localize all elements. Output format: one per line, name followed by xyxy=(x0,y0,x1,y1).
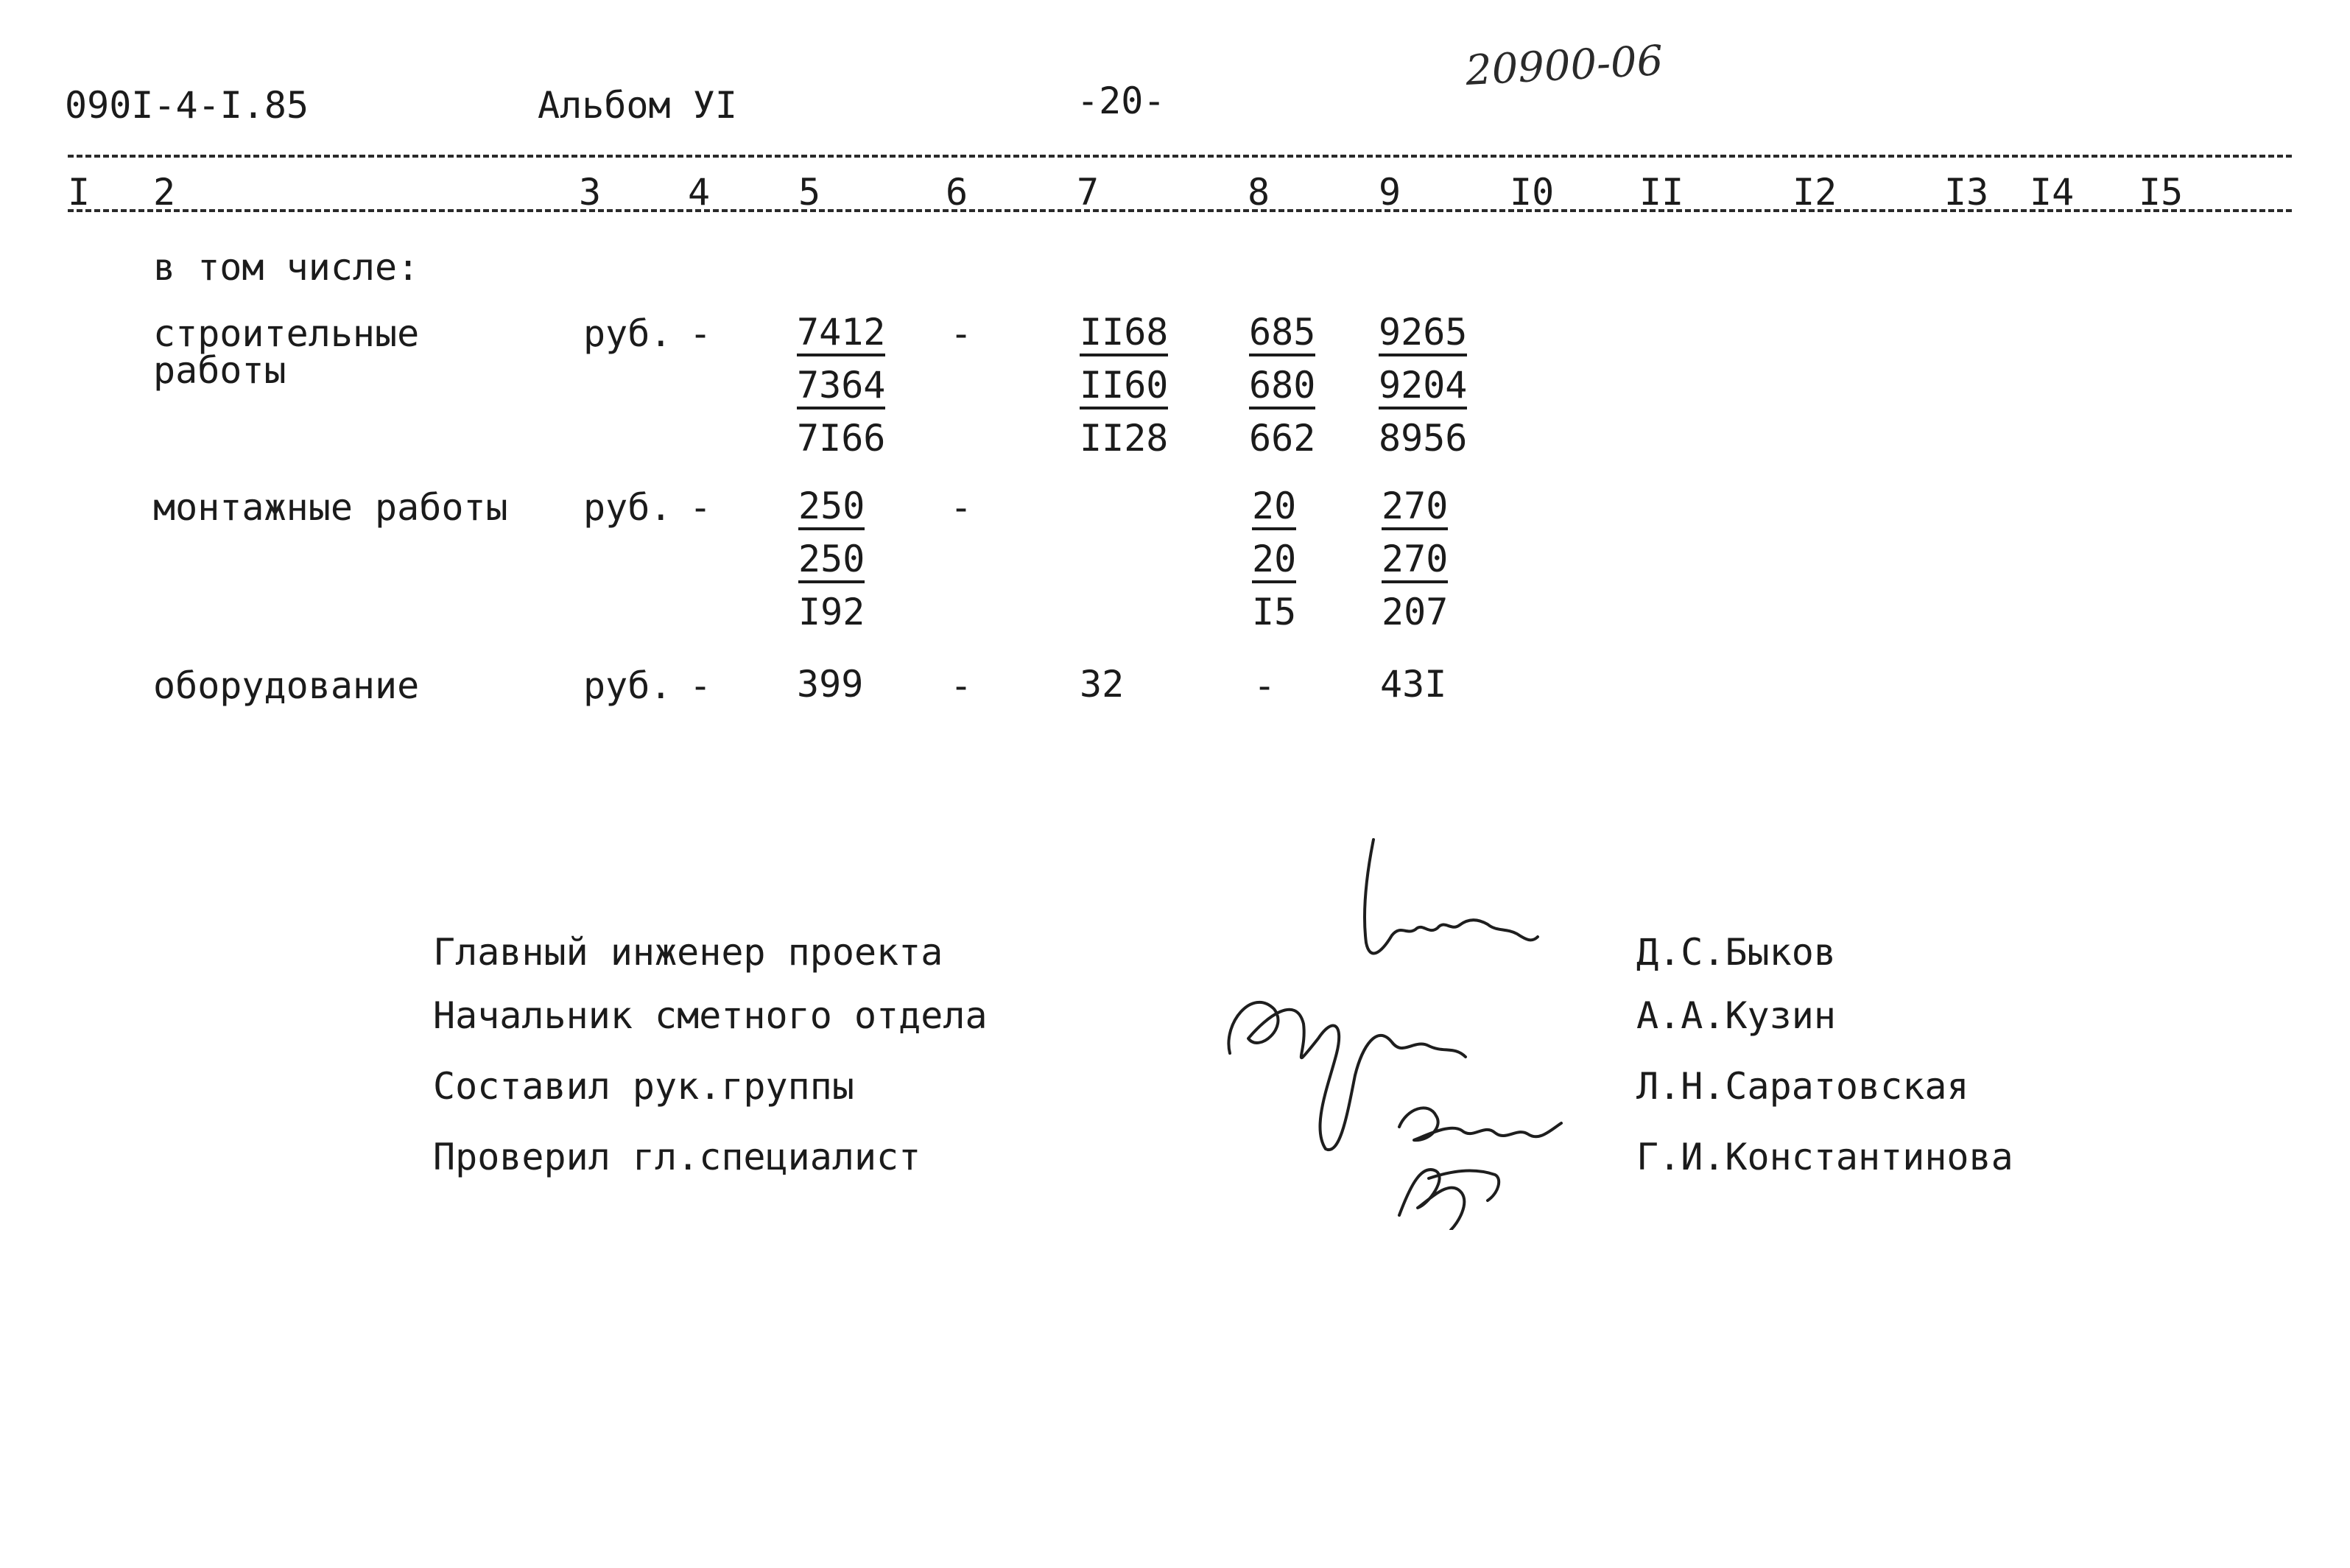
dash-cell: - xyxy=(950,312,973,355)
column-number: 4 xyxy=(688,171,711,214)
row-label: оборудование xyxy=(153,664,420,707)
value-cell: 43I xyxy=(1380,663,1447,706)
column-number: I4 xyxy=(2030,171,2075,214)
column-number: 3 xyxy=(579,171,602,214)
value-cell: 250 xyxy=(798,541,865,583)
column-number: 7 xyxy=(1077,171,1100,214)
column-number: I3 xyxy=(1944,171,1989,214)
value-cell: 680 xyxy=(1249,367,1315,409)
column-number: I xyxy=(68,171,91,214)
dash-cell: - xyxy=(950,664,973,707)
unit-cell: руб. xyxy=(583,486,672,529)
album-label: Альбом УI xyxy=(538,84,737,127)
value-cell: 207 xyxy=(1382,591,1449,633)
value-cell: II28 xyxy=(1080,417,1169,460)
top-dashed-rule xyxy=(68,155,2292,158)
signatory-title: Начальник сметного отдела xyxy=(433,994,988,1037)
column-number: 9 xyxy=(1379,171,1401,214)
handwritten-signatures xyxy=(1208,832,1635,1230)
page-number: -20- xyxy=(1077,80,1166,122)
column-number: 2 xyxy=(153,171,176,214)
column-number: 5 xyxy=(798,171,821,214)
row-label: монтажные работы xyxy=(153,486,508,529)
value-cell: I5 xyxy=(1252,591,1297,633)
column-number: 6 xyxy=(946,171,968,214)
value-cell: 270 xyxy=(1382,488,1448,530)
column-number: I0 xyxy=(1510,171,1555,214)
table-subtitle: в том числе: xyxy=(153,246,420,289)
column-number: I2 xyxy=(1793,171,1837,214)
signatory-title: Проверил гл.специалист xyxy=(433,1136,921,1178)
signatory-name: Г.И.Константинова xyxy=(1636,1136,2013,1178)
value-cell: - xyxy=(1253,664,1276,707)
signatory-name: Л.Н.Саратовская xyxy=(1636,1065,1969,1108)
dash-cell: - xyxy=(950,486,973,529)
row-label: строительные xyxy=(153,312,420,355)
document-code: 090I-4-I.85 xyxy=(65,84,309,127)
value-cell: 7364 xyxy=(797,367,885,409)
value-cell: 7I66 xyxy=(797,417,886,460)
value-cell: 270 xyxy=(1382,541,1448,583)
row-label: работы xyxy=(153,349,286,392)
value-cell: 250 xyxy=(798,488,865,530)
value-cell: 20 xyxy=(1252,541,1296,583)
value-cell: 8956 xyxy=(1379,417,1468,460)
dash-cell: - xyxy=(689,664,712,707)
value-cell: 7412 xyxy=(797,314,885,356)
column-number: II xyxy=(1639,171,1684,214)
value-cell: 399 xyxy=(797,663,864,706)
value-cell: 685 xyxy=(1249,314,1315,356)
signatory-name: Д.С.Быков xyxy=(1636,931,1836,974)
value-cell: I92 xyxy=(798,591,865,633)
value-cell: 20 xyxy=(1252,488,1296,530)
dash-cell: - xyxy=(689,486,712,529)
value-cell: 662 xyxy=(1249,417,1316,460)
signatory-title: Составил рук.группы xyxy=(433,1065,854,1108)
dash-cell: - xyxy=(689,312,712,355)
value-cell: 32 xyxy=(1080,663,1125,706)
handwritten-number: 20900-06 xyxy=(1464,37,1664,95)
value-cell: II60 xyxy=(1080,367,1168,409)
unit-cell: руб. xyxy=(583,312,672,355)
column-number: 8 xyxy=(1248,171,1270,214)
signatory-name: А.А.Кузин xyxy=(1636,994,1836,1037)
signatory-title: Главный инженер проекта xyxy=(433,931,943,974)
value-cell: II68 xyxy=(1080,314,1168,356)
column-number: I5 xyxy=(2139,171,2184,214)
value-cell: 9204 xyxy=(1379,367,1467,409)
unit-cell: руб. xyxy=(583,664,672,707)
value-cell: 9265 xyxy=(1379,314,1467,356)
